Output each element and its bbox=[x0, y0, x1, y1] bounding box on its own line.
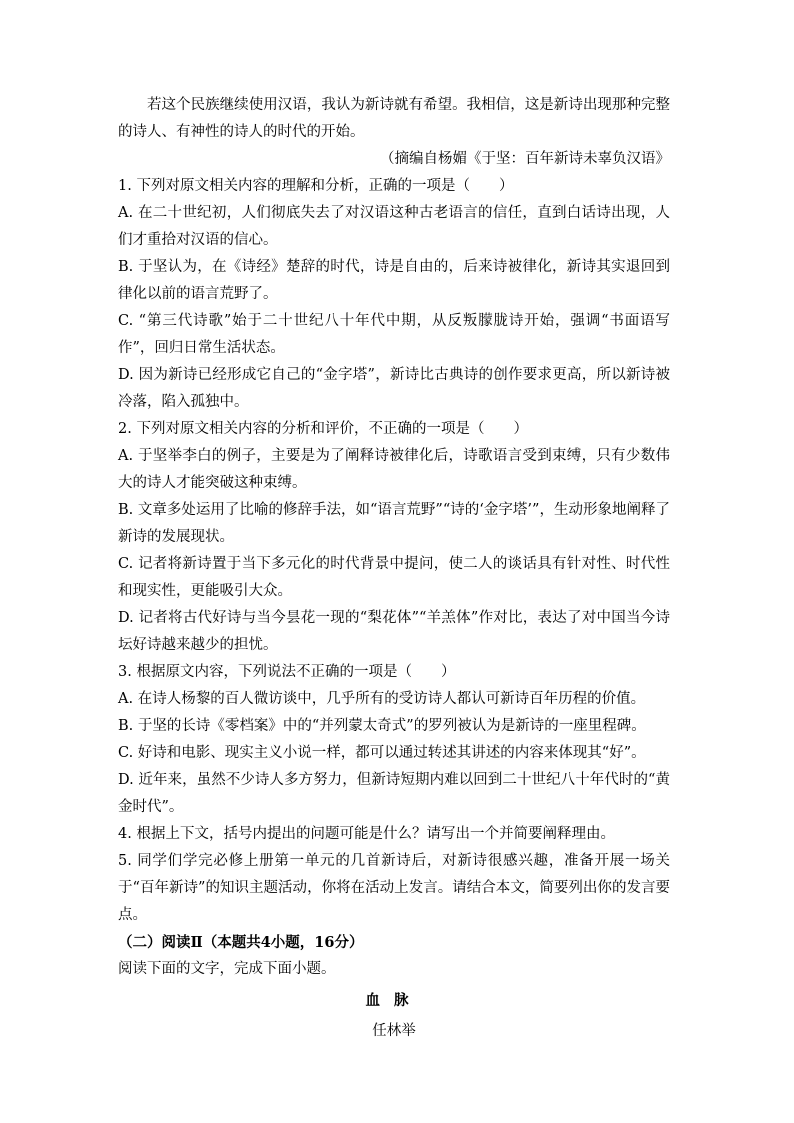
document-page bbox=[118, 92, 670, 1045]
option-d: D. 近年来，虽然不少诗人多方努力，但新诗短期内难以回到二十世纪八十年代时的“黄金时代”。 bbox=[118, 772, 670, 815]
option-d: D. 记者将古代好诗与当今昙花一现的“梨花体”“羊羔体”作对比，表达了对中国当今诗坛好诗越来越少的担忧。 bbox=[118, 610, 670, 653]
option-a: A. 于坚举李白的例子，主要是为了阐释诗被律化后，诗歌语言受到束缚，只有少数伟大的诗人才能突破这种束缚。 bbox=[118, 448, 670, 491]
story-title: 血脉 bbox=[365, 992, 423, 1009]
option-a: A. 在二十世纪初，人们彻底失去了对汉语这种古老语言的信任，直到白话诗出现，人们才重拾对汉语的信心。 bbox=[118, 205, 670, 248]
option-b: B. 于坚认为，在《诗经》楚辞的时代，诗是自由的，后来诗被律化，新诗其实退回到律化以前的语言荒野了。 bbox=[118, 259, 670, 302]
section-heading: （二）阅读Ⅱ（本题共4小题，16分） bbox=[118, 934, 364, 951]
question-4: 4. 根据上下文，括号内提出的问题可能是什么？请写出一个并简要阐释理由。 bbox=[118, 826, 615, 842]
question-5: 5. 同学们学完必修上册第一单元的几首新诗后，对新诗很感兴趣，准备开展一场关于“百年新诗”的知识主题活动，你将在活动上发言。请结合本文，简要列出你的发言要点。 bbox=[118, 853, 670, 923]
passage-source: （摘编自杨媚《于坚：百年新诗未辜负汉语》 bbox=[380, 151, 670, 167]
question-stem: 3. 根据原文内容，下列说法不正确的一项是（ ） bbox=[118, 664, 456, 680]
section-instruction: 阅读下面的文字，完成下面小题。 bbox=[118, 961, 336, 977]
question-2 bbox=[118, 416, 670, 659]
option-c: C. 好诗和电影、现实主义小说一样，都可以通过转述其讲述的内容来体现其“好”。 bbox=[118, 745, 646, 761]
option-b: B. 于坚的长诗《零档案》中的“并列蒙太奇式”的罗列被认为是新诗的一座里程碑。 bbox=[118, 718, 646, 734]
passage-paragraph: 若这个民族继续使用汉语，我认为新诗就有希望。我相信，这是新诗出现那种完整的诗人、有神性的诗人的时代的开始。 bbox=[118, 97, 670, 140]
option-c: C. “第三代诗歌”始于二十世纪八十年代中期，从反叛朦胧诗开始，强调“书面语写作”，回归日常生活状态。 bbox=[118, 313, 670, 356]
question-3 bbox=[118, 659, 670, 821]
option-a: A. 在诗人杨黎的百人微访谈中，几乎所有的受访诗人都认可新诗百年历程的价值。 bbox=[118, 691, 646, 707]
story-author: 任林举 bbox=[372, 1023, 416, 1039]
question-stem: 2. 下列对原文相关内容的分析和评价，不正确的一项是（ ） bbox=[118, 421, 528, 437]
option-b: B. 文章多处运用了比喻的修辞手法，如“语言荒野”“诗的‘金字塔’”，生动形象地阐释了新诗的发展现状。 bbox=[118, 502, 670, 545]
option-c: C. 记者将新诗置于当下多元化的时代背景中提问，使二人的谈话具有针对性、时代性和现实性，更能吸引大众。 bbox=[118, 556, 670, 599]
question-1 bbox=[118, 173, 670, 416]
question-stem: 1. 下列对原文相关内容的理解和分析，正确的一项是（ ） bbox=[118, 178, 514, 194]
option-d: D. 因为新诗已经形成它自己的“金字塔”，新诗比古典诗的创作要求更高，所以新诗被冷落，陷入孤独中。 bbox=[118, 367, 670, 410]
